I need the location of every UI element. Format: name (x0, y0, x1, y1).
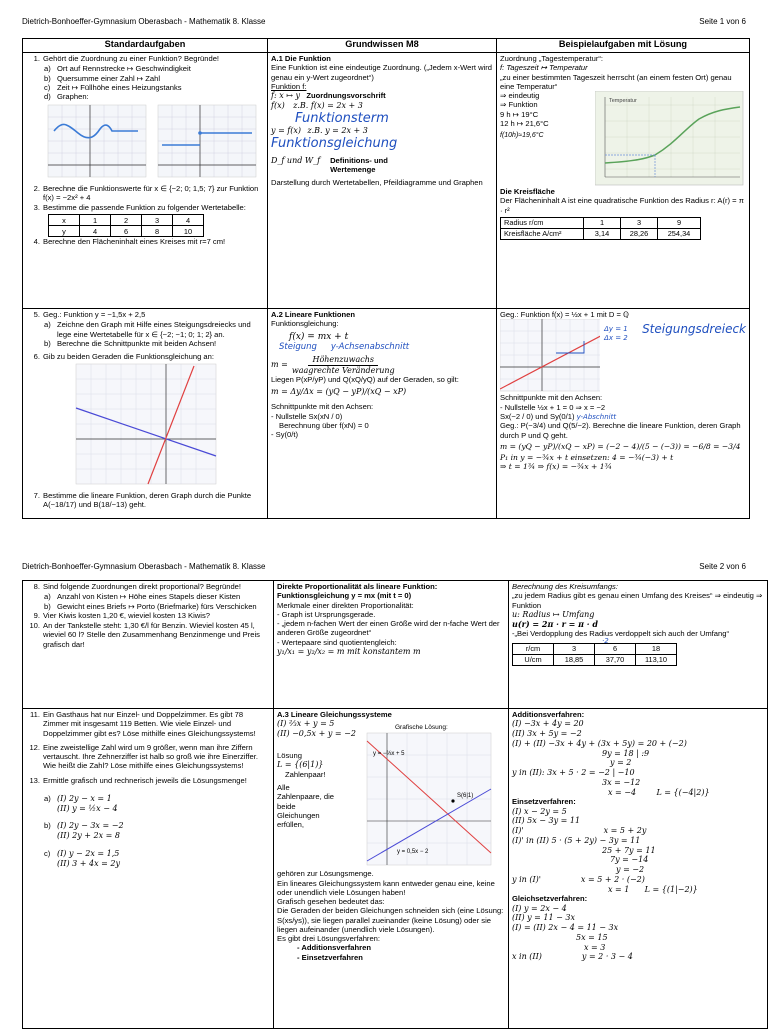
school-title: Dietrich-Bonhoeffer-Gymnasium Oberasbach - Mathematik 8. Klasse (22, 562, 266, 571)
basics-cell: A.1 Die Funktion Eine Funktion ist eine eindeutige Zuordnung. („Jedem x-Wert wird genau ein y-Wert zugeordnet“) Funktion f: f: x ↦ y Zuordnungsvorschrift f(x) z.B. f(x) = 2x + 3 Funktionsterm y = f(x) z.B. y = 2x + 3 Funktionsgleichung D_f und W_f Definitions- und Wertemenge Darstellung durch Wertetabellen, Pfeildiagramme und Graphen (268, 53, 497, 309)
value-table: x 1 2 3 4 y 4 6 8 10 (48, 214, 204, 237)
handwritten-note: y-Achsenabschnitt (330, 342, 410, 353)
line-label: y = −⅔x + 5 (373, 751, 405, 758)
tasks-cell: 8. Sind folgende Zuordnungen direkt proportional? Begründe! a) Anzahl von Kisten ↦ Höhe eines Stapels dieser Kisten b) Gewicht eines Briefs ↦ Porto (Briefmarke) fürs Verschicken 9. Vier Kiwis kosten 1,20 €, wieviel kosten 13 Kiwis? 10. An der Tankstelle steht: 1,30 €/l für Benzin. Wieviel kosten 45 l, wieviel 60 l? Stelle den Zusammenhang Benzinmenge und Preis grafisch dar! (23, 581, 274, 709)
system-graph (365, 719, 495, 869)
circumference-table: r/cm 3 6 18 U/cm 18,85 37,70 113,10 (512, 643, 677, 666)
page-number: Seite 2 von 6 (699, 562, 746, 571)
column-header: Beispielaufgaben mit Lösung (497, 39, 750, 53)
basics-cell: Direkte Proportionalität als lineare Funktion: Funktionsgleichung y = mx (mit t = 0) Merkmale einer direkten Proportionalität: - Graph ist Ursprungsgerade. - „jedem n-fachen Wert der einen Größe wird der n-fache Wert der anderen Größe zugeordnet“ - Wertepaare sind quotientengleich: y₁/x₁ = y₂/x₂ = m mit konstantem m (274, 581, 509, 709)
intersection-label: S(6|1) (457, 793, 474, 800)
graph-title: Grafische Lösung: (395, 724, 448, 732)
tasks-cell: 1. Gehört die Zuordnung zu einer Funktion? Begründe! a) Ort auf Rennstrecke ↦ Geschwindigkeit b) Quersumme einer Zahl ↦ Zahl c) Zeit ↦ Füllhöhe eines Heizungstanks d) Graphen: 2. Berechne die Funktionswerte für x ∈ {−2; 0; 1,5; 7} zur Funktion f(x) = −2x² + 4 3. Bestimme die passende Funktion zu folgender Wertetabelle: x 1 2 3 4 y 4 6 8 10 4. Berechne den Flächeninhalt eines Kreises mit r=7 cm! (23, 53, 268, 309)
line-graph (500, 319, 600, 393)
chart-label: Temperatur (609, 98, 637, 104)
handwritten-note: Δy = 1 (604, 325, 628, 334)
circle-area-table: Radius r/cm 1 3 9 Kreisfläche A/cm² 3,14 28,26 254,34 (500, 217, 701, 240)
handwritten-note: Funktionsterm (295, 110, 389, 126)
worksheet-table (22, 580, 768, 1029)
two-lines-graph (26, 362, 262, 488)
tasks-cell: 5. Geg.: Funktion y = −1,5x + 2,5 a) Zeichne den Graph mit Hilfe eines Steigungsdreiecks und lege eine Wertetabelle für x ∈ {−2; −1; 0; 1; 2} an. b) Berechne die Schnittpunkte mit beiden Achsen! 6. Gib zu beiden Geraden die Funktionsgleichung an: 7. Bestimme die lineare Funktion, deren Graph durch die Punkte A(−18/17) und B(18/−13) geht. (23, 309, 268, 519)
basics-cell: A.2 Lineare Funktionen Funktionsgleichung: f(x) = mx + t Steigung y-Achsenabschnitt m = Höhenzuwachs waagrechte Veränderung Liegen P(xP/yP) und Q(xQ/yQ) auf der Geraden, so gilt: m = Δy/Δx = (yQ − yP)/(xQ − xP) Schnittpunkte mit den Achsen: - Nullstelle Sx(xN / 0) Berechnung über f(xN) = 0 - Sy(0/t) (268, 309, 497, 519)
handwritten-note: Δx = 2 (604, 333, 628, 342)
page-header (22, 17, 746, 27)
examples-cell: Geg.: Funktion f(x) = ½x + 1 mit D = ℚ Δy = 1 Δx = 2 Steigungsdreieck Schnittpunkte mit den Achsen: - Nullstelle ½x + 1 = 0 ⇒ x = −2 Sx(−2 / 0) und Sy(0/1) y-Abschnitt Geg.: P(−3/4) und Q(5/−2). Berechne die lineare Funktion, deren Graph durch P und Q geht. m = (yQ − yP)/(xQ − xP) = (−2 − 4)/(5 − (−3)) = −6/8 = −3/4 P₁ in y = −¾x + t einsetzen: 4 = −¾(−3) + t ⇒ t = 1¾ ⇒ f(x) = −¾x + 1¾ (497, 309, 750, 519)
graphs-figure (26, 101, 262, 181)
handwritten-note: ·2 (602, 636, 609, 645)
handwritten-note: y-Abschnitt (576, 412, 617, 421)
examples-cell: Zuordnung „Tagestemperatur“: f: Tageszeit ↦ Temperatur „zu einer bestimmten Tageszeit herrscht (an einem festen Ort) genau eine Temperatur“ ⇒ eindeutig ⇒ Funktion 9 h ↦ 19°C 12 h ↦ 21,6°C f(10h)≈19,6°C Temperatur Die Kreisfläche Der Flächeninhalt A ist eine quadratische Funktion des Radius r: A(r) = π · r² Radius r/cm 1 3 9 Kreisfläche A/cm² 3,14 28,26 254,34 (497, 53, 750, 309)
temperature-chart (595, 91, 745, 187)
worksheet-table (22, 38, 750, 519)
line-label: y = 0,5x − 2 (397, 849, 429, 856)
column-header: Standardaufgaben (23, 39, 268, 53)
examples-cell: Berechnung des Kreisumfangs: „zu jedem Radius gibt es genau einen Umfang des Kreises“ ⇒ eindeutig ⇒ Funktion u: Radius ↦ Umfang u(r) = 2π · r = π · d -„Bei Verdopplung des Radius verdoppelt sich auch der Umfang“ ·2 r/cm 3 6 18 U/cm 18,85 37,70 113,10 (509, 581, 768, 709)
school-title: Dietrich-Bonhoeffer-Gymnasium Oberasbach - Mathematik 8. Klasse (22, 17, 266, 26)
column-header: Grundwissen M8 (268, 39, 497, 53)
basics-cell: A.3 Lineare Gleichungssysteme (I) ⅔x + y = 5 (II) −0,5x + y = −2 Lösung L = {(6|1)} Zahlenpaar! Alle Zahlenpaare, die beide Gleichungen erfüllen, Grafische Lösung: y = −⅔x + 5 y = 0,5x − 2 S(6|1) gehören zur Lösungsmenge. Ein lineares Gleichungssystem kann entweder genau eine, keine oder unendlich viele Lösungen haben! Grafisch gesehen bedeutet das: Die Geraden der beiden Gleichungen schneiden sich (eine Lösung: S(xs/ys)), sie liegen parallel zueinander (keine Lösung) oder sie liegen aufeinander (unendlich viele Lösungen). Es gibt drei Lösungsverfahren: - Additionsverfahren - Einsetzverfahren (274, 709, 509, 1029)
page-header (22, 562, 746, 572)
handwritten-note: Steigung (279, 342, 317, 353)
handwritten-note: Funktionsgleichung (271, 136, 398, 152)
examples-cell: Additionsverfahren: (I) −3x + 4y = 20 (II) 3x + 5y = −2 (I) + (II) −3x + 4y + (3x + 5y) = 20 + (−2) 9y = 18 | :9 y = 2 y in (II): 3x + 5 · 2 = −2 | −10 3x = −12 x = −4 L = {(−4|2)} Einsetzverfahren: (I) x − 2y = 5 (II) 5x − 3y = 11 (I)' x = 5 + 2y (I)' in (II) 5 · (5 + 2y) − 3y = 11 25 + 7y = 11 7y = −14 y = −2 y in (I)' x = 5 + 2 · (−2) x = 1 L = {(1|−2)} Gleichsetzverfahren: (I) y = 2x − 4 (II) y = 11 − 3x (I) = (II) 2x − 4 = 11 − 3x 5x = 15 x = 3 x in (II) y = 2 · 3 − 4 (509, 709, 768, 1029)
page-number: Seite 1 von 6 (699, 17, 746, 26)
handwritten-note: Steigungsdreieck (642, 322, 746, 337)
tasks-cell: 11. Ein Gasthaus hat nur Einzel- und Doppelzimmer. Es gibt 78 Zimmer mit insgesamt 119 Betten. Wie viele Einzel- und Doppelzimmer gibt es? Löse mithilfe eines Gleichungssystems! 12. Eine zweistellige Zahl wird um 9 größer, wenn man ihre Ziffern vertauscht. Ihre Zehnerziffer ist halb so groß wie ihre Einerziffer. Wie heißt die Zahl? Löse mithilfe eines Gleichungssystems! 13. Ermittle grafisch und rechnerisch jeweils die Lösungsmenge! a) (I) 2y − x = 1 (II) y = ½x − 4 b) (I) 2y − 3x = −2 (II) 2y + 2x = 8 c) (I) y − 2x = 1,5 (II) 3 + 4x = 2y (23, 709, 274, 1029)
